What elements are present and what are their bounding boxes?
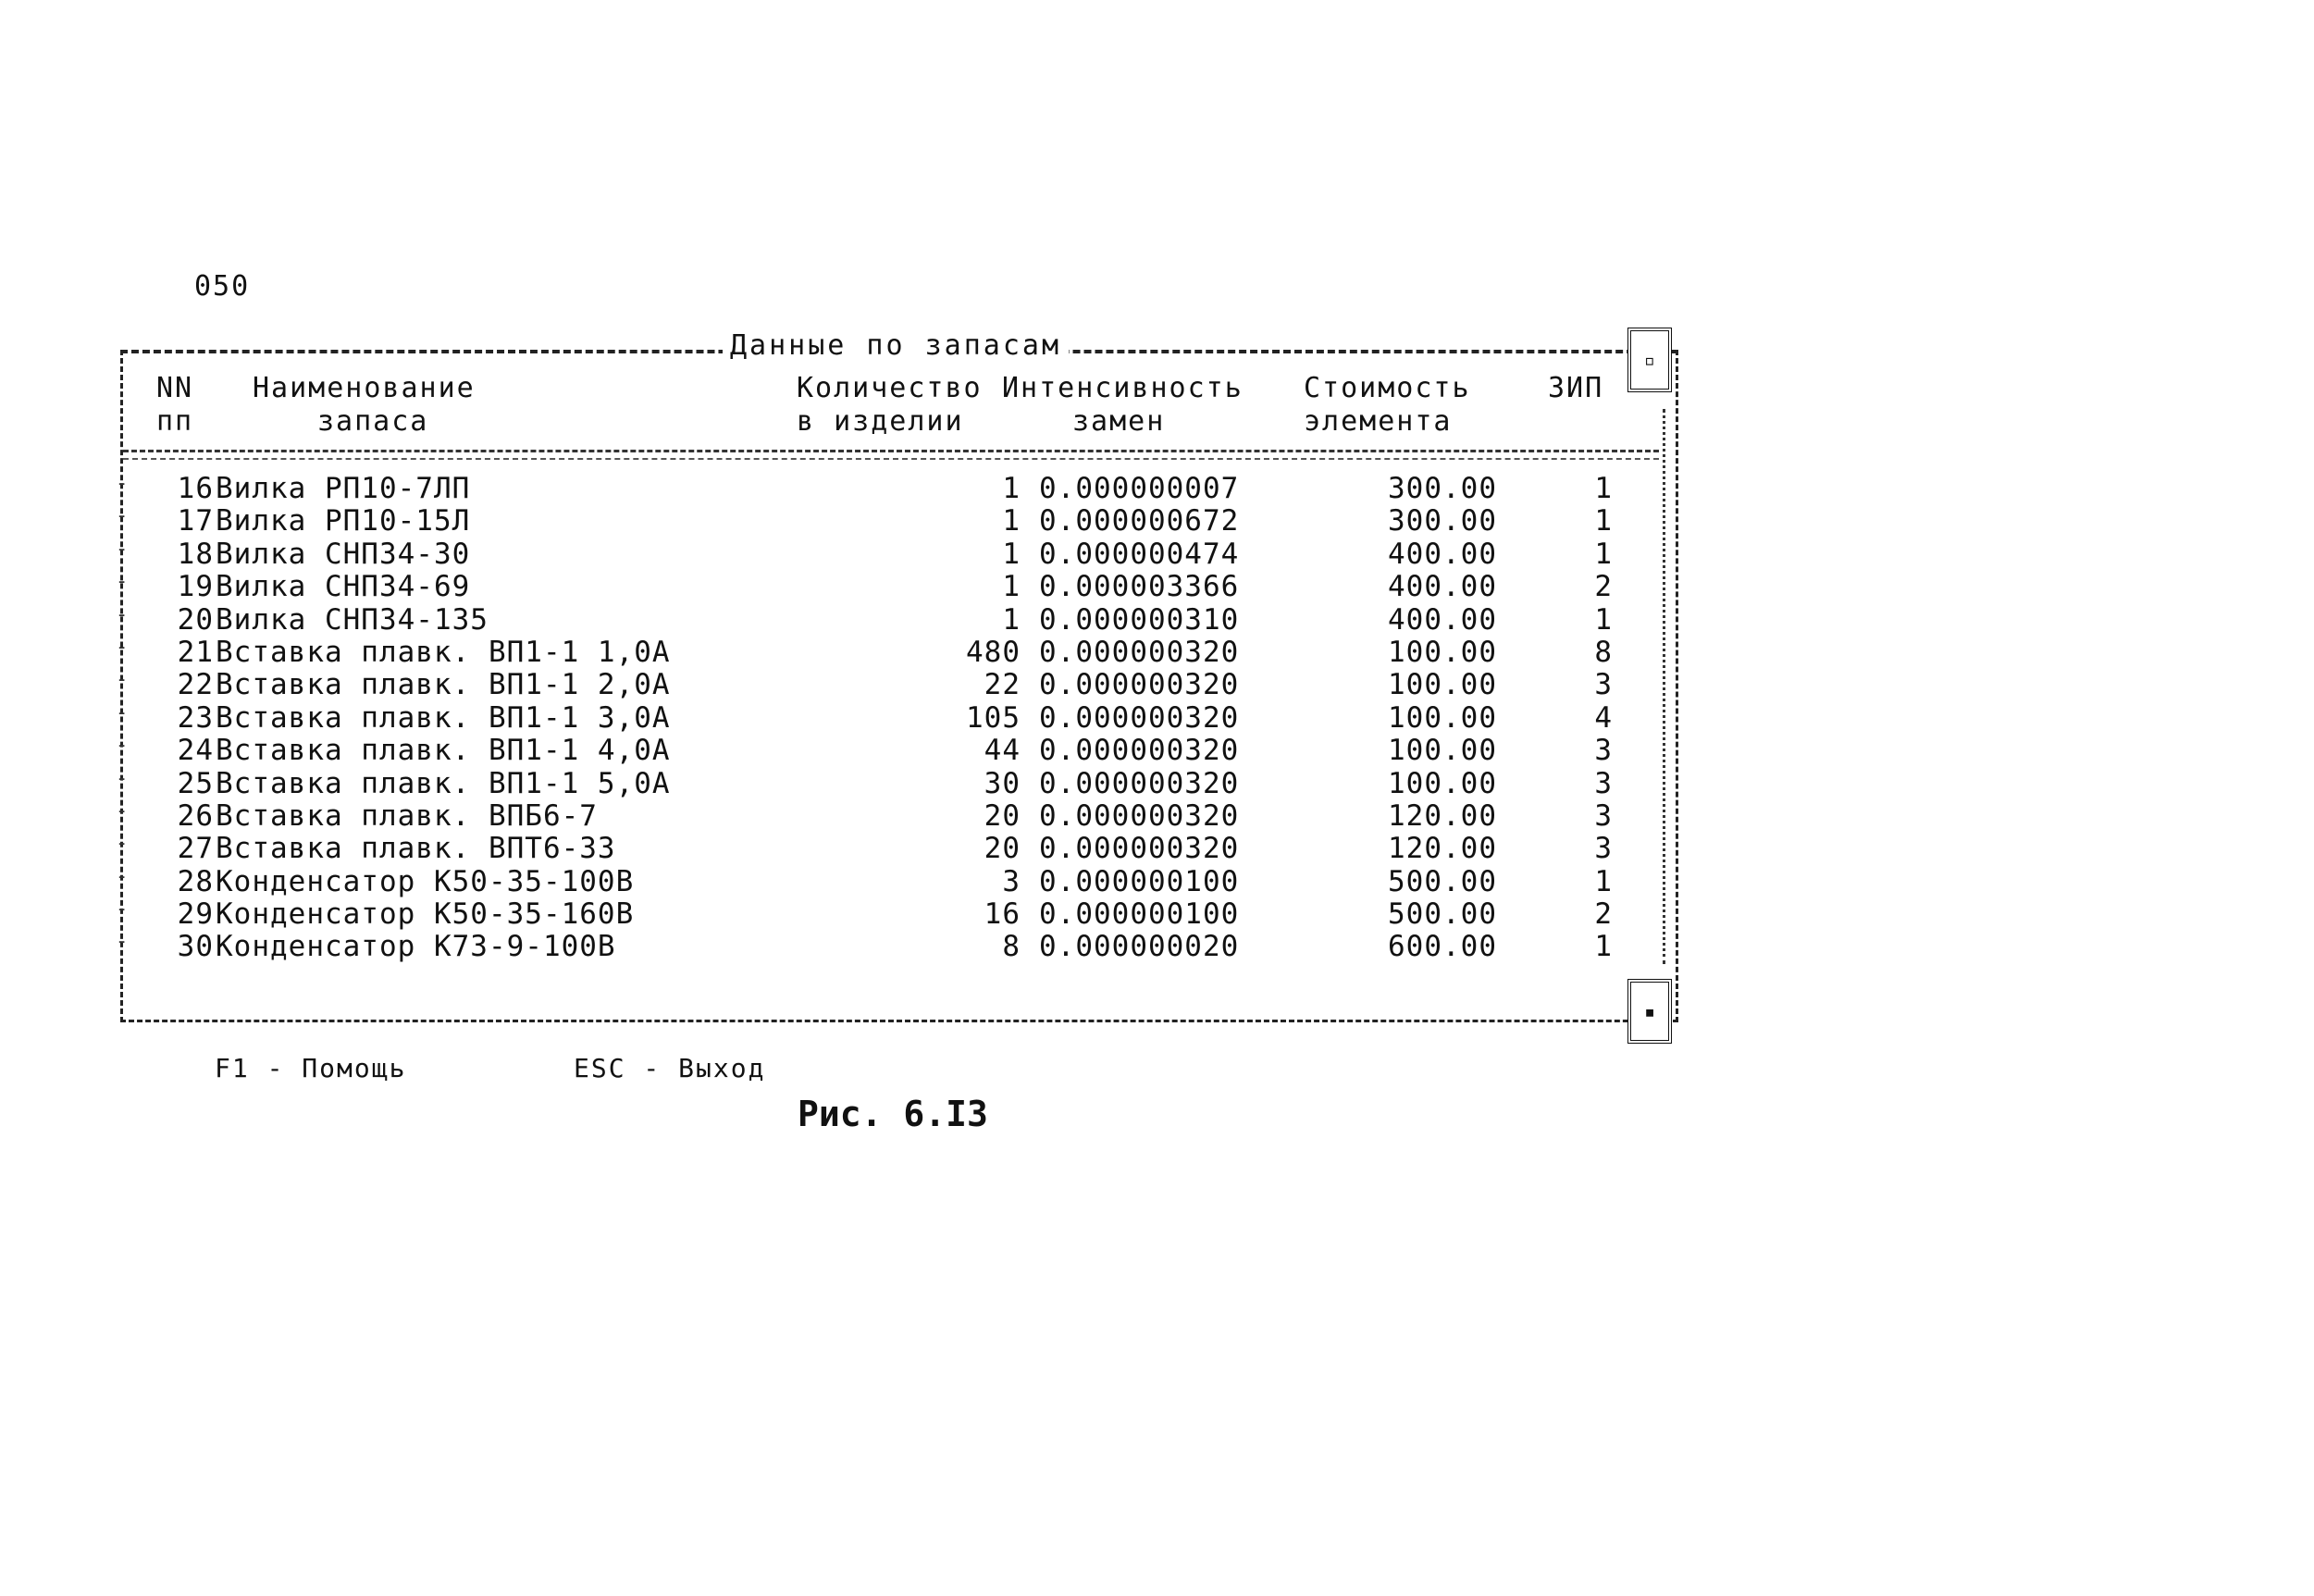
row-cost: 100.00 bbox=[1388, 668, 1497, 702]
table-row[interactable]: - 20 Вилка СНП34-135 1 0.000000310 400.00 1 bbox=[116, 602, 1613, 637]
table-header bbox=[123, 372, 1622, 437]
row-zip: 3 bbox=[1594, 832, 1613, 866]
row-zip: 3 bbox=[1594, 734, 1613, 768]
row-qty: 1 bbox=[1002, 602, 1021, 637]
row-name: Вставка плавк. ВП1-1 1,0А bbox=[216, 635, 671, 669]
table-row[interactable]: - 22 Вставка плавк. ВП1-1 2,0А 22 0.000000320 100.00 3 bbox=[116, 668, 1613, 702]
row-zip: 1 bbox=[1594, 930, 1613, 964]
row-name: Вилка РП10-7ЛП bbox=[216, 472, 471, 505]
row-cost: 500.00 bbox=[1388, 897, 1497, 932]
row-name: Вилка СНП34-30 bbox=[216, 537, 471, 571]
row-name: Конденсатор К50-35-160В bbox=[216, 897, 635, 932]
table-row[interactable]: - 24 Вставка плавк. ВП1-1 4,0А 44 0.000000320 100.00 3 bbox=[116, 734, 1613, 768]
row-qty: 20 bbox=[984, 832, 1021, 866]
row-nn: 26 bbox=[177, 798, 214, 833]
table-row[interactable]: - 23 Вставка плавк. ВП1-1 3,0А 105 0.000000320 100.00 4 bbox=[116, 700, 1613, 735]
row-name: Вставка плавк. ВП1-1 5,0А bbox=[216, 766, 671, 800]
row-name: Конденсатор К50-35-100В bbox=[216, 864, 635, 898]
row-zip: 1 bbox=[1594, 504, 1613, 538]
row-nn: 24 bbox=[177, 734, 214, 768]
row-nn: 29 bbox=[177, 897, 214, 932]
row-nn: 16 bbox=[177, 472, 214, 505]
row-zip: 3 bbox=[1594, 766, 1613, 800]
row-qty: 16 bbox=[984, 897, 1021, 932]
header-zip: ЗИП bbox=[1548, 372, 1604, 404]
row-name: Вставка плавк. ВП1-1 3,0А bbox=[216, 700, 671, 735]
row-nn: 18 bbox=[177, 537, 214, 571]
row-name: Вилка РП10-15Л bbox=[216, 504, 471, 538]
row-nn: 28 bbox=[177, 864, 214, 898]
inventory-table-body bbox=[116, 472, 1659, 964]
row-intensity: 0.000000474 bbox=[1039, 537, 1240, 571]
scroll-down-icon: ▪ bbox=[1643, 1000, 1656, 1022]
row-intensity: 0.000000320 bbox=[1039, 668, 1240, 702]
row-qty: 1 bbox=[1002, 472, 1021, 505]
table-row[interactable]: - 27 Вставка плавк. ВПТ6-33 20 0.000000320 120.00 3 bbox=[116, 832, 1613, 866]
table-row[interactable]: - 16 Вилка РП10-7ЛП 1 0.000000007 300.00 1 bbox=[116, 472, 1613, 505]
scroll-up-icon: ▫ bbox=[1643, 349, 1656, 371]
row-nn: 30 bbox=[177, 930, 214, 964]
row-cost: 300.00 bbox=[1388, 472, 1497, 505]
table-row[interactable]: - 29 Конденсатор К50-35-160В 16 0.000000100 500.00 2 bbox=[116, 897, 1613, 932]
row-qty: 1 bbox=[1002, 504, 1021, 538]
row-cost: 500.00 bbox=[1388, 864, 1497, 898]
figure-caption: Рис. 6.I3 bbox=[798, 1094, 988, 1134]
row-cost: 100.00 bbox=[1388, 766, 1497, 800]
row-zip: 8 bbox=[1594, 635, 1613, 669]
row-zip: 1 bbox=[1594, 537, 1613, 571]
header-intensity: Интенсивность bbox=[1002, 372, 1244, 404]
row-qty: 20 bbox=[984, 798, 1021, 833]
row-cost: 400.00 bbox=[1388, 570, 1497, 604]
row-zip: 1 bbox=[1594, 864, 1613, 898]
row-intensity: 0.000000320 bbox=[1039, 766, 1240, 800]
row-cost: 600.00 bbox=[1388, 930, 1497, 964]
header-name-sub: запаса bbox=[317, 405, 429, 438]
row-intensity: 0.000000100 bbox=[1039, 897, 1240, 932]
row-zip: 3 bbox=[1594, 668, 1613, 702]
row-qty: 30 bbox=[984, 766, 1021, 800]
table-row[interactable]: - 21 Вставка плавк. ВП1-1 1,0А 480 0.000000320 100.00 8 bbox=[116, 635, 1613, 669]
table-row[interactable]: - 26 Вставка плавк. ВПБ6-7 20 0.000000320 120.00 3 bbox=[116, 798, 1613, 833]
header-cost-sub: элемента bbox=[1304, 405, 1453, 438]
row-nn: 22 bbox=[177, 668, 214, 702]
row-intensity: 0.000000320 bbox=[1039, 635, 1240, 669]
row-name: Вставка плавк. ВП1-1 2,0А bbox=[216, 668, 671, 702]
scroll-up-button[interactable] bbox=[1627, 328, 1672, 392]
row-intensity: 0.000000320 bbox=[1039, 700, 1240, 735]
row-intensity: 0.000000020 bbox=[1039, 930, 1240, 964]
row-intensity: 0.000000310 bbox=[1039, 602, 1240, 637]
row-qty: 1 bbox=[1002, 570, 1021, 604]
row-name: Вставка плавк. ВПТ6-33 bbox=[216, 832, 616, 866]
exit-hotkey[interactable]: ESC - Выход bbox=[574, 1053, 766, 1083]
header-separator bbox=[123, 450, 1659, 460]
header-nn: NN bbox=[156, 372, 194, 404]
row-intensity: 0.000000672 bbox=[1039, 504, 1240, 538]
row-cost: 300.00 bbox=[1388, 504, 1497, 538]
row-name: Вилка СНП34-135 bbox=[216, 602, 489, 637]
row-cost: 100.00 bbox=[1388, 635, 1497, 669]
row-name: Конденсатор К73-9-100В bbox=[216, 930, 616, 964]
row-cost: 100.00 bbox=[1388, 734, 1497, 768]
row-name: Вставка плавк. ВПБ6-7 bbox=[216, 798, 598, 833]
row-intensity: 0.000000320 bbox=[1039, 798, 1240, 833]
row-name: Вилка СНП34-69 bbox=[216, 570, 471, 604]
row-cost: 100.00 bbox=[1388, 700, 1497, 735]
row-intensity: 0.000000100 bbox=[1039, 864, 1240, 898]
row-nn: 21 bbox=[177, 635, 214, 669]
row-zip: 2 bbox=[1594, 570, 1613, 604]
header-intensity-sub: замен bbox=[1072, 405, 1166, 438]
row-zip: 4 bbox=[1594, 700, 1613, 735]
row-zip: 1 bbox=[1594, 472, 1613, 505]
row-zip: 2 bbox=[1594, 897, 1613, 932]
help-hotkey[interactable]: F1 - Помощь bbox=[215, 1053, 407, 1083]
row-qty: 3 bbox=[1002, 864, 1021, 898]
table-row[interactable]: - 25 Вставка плавк. ВП1-1 5,0А 30 0.000000320 100.00 3 bbox=[116, 766, 1613, 800]
inventory-window bbox=[116, 329, 1678, 1022]
row-intensity: 0.000003366 bbox=[1039, 570, 1240, 604]
row-qty: 480 bbox=[966, 635, 1021, 669]
table-row[interactable]: - 30 Конденсатор К73-9-100В 8 0.000000020 600.00 1 bbox=[116, 930, 1613, 964]
header-name: Наименование bbox=[253, 372, 476, 404]
row-intensity: 0.000000320 bbox=[1039, 832, 1240, 866]
row-qty: 1 bbox=[1002, 537, 1021, 571]
row-qty: 105 bbox=[966, 700, 1021, 735]
header-nn-sub: пп bbox=[156, 405, 194, 438]
table-row[interactable]: - 28 Конденсатор К50-35-100В 3 0.000000100 500.00 1 bbox=[116, 864, 1613, 898]
row-nn: 20 bbox=[177, 602, 214, 637]
header-qty: Количество bbox=[797, 372, 983, 404]
row-qty: 22 bbox=[984, 668, 1021, 702]
row-qty: 8 bbox=[1002, 930, 1021, 964]
row-qty: 44 bbox=[984, 734, 1021, 768]
row-zip: 1 bbox=[1594, 602, 1613, 637]
table-row[interactable]: - 17 Вилка РП10-15Л 1 0.000000672 300.00 1 bbox=[116, 504, 1613, 538]
row-cost: 120.00 bbox=[1388, 798, 1497, 833]
row-cost: 400.00 bbox=[1388, 602, 1497, 637]
scrollbar-track[interactable] bbox=[1663, 409, 1667, 964]
table-row[interactable]: - 18 Вилка СНП34-30 1 0.000000474 400.00 1 bbox=[116, 537, 1613, 571]
table-row[interactable]: - 19 Вилка СНП34-69 1 0.000003366 400.00 2 bbox=[116, 570, 1613, 604]
row-nn: 19 bbox=[177, 570, 214, 604]
row-intensity: 0.000000007 bbox=[1039, 472, 1240, 505]
row-intensity: 0.000000320 bbox=[1039, 734, 1240, 768]
header-cost: Стоимость bbox=[1304, 372, 1471, 404]
scroll-down-button[interactable] bbox=[1627, 979, 1672, 1044]
row-nn: 25 bbox=[177, 766, 214, 800]
header-qty-sub: в изделии bbox=[797, 405, 964, 438]
row-cost: 400.00 bbox=[1388, 537, 1497, 571]
row-nn: 23 bbox=[177, 700, 214, 735]
row-nn: 27 bbox=[177, 832, 214, 866]
screen-code: 050 bbox=[194, 270, 251, 303]
row-nn: 17 bbox=[177, 504, 214, 538]
window-title: Данные по запасам bbox=[723, 329, 1069, 362]
row-cost: 120.00 bbox=[1388, 832, 1497, 866]
row-zip: 3 bbox=[1594, 798, 1613, 833]
row-name: Вставка плавк. ВП1-1 4,0А bbox=[216, 734, 671, 768]
